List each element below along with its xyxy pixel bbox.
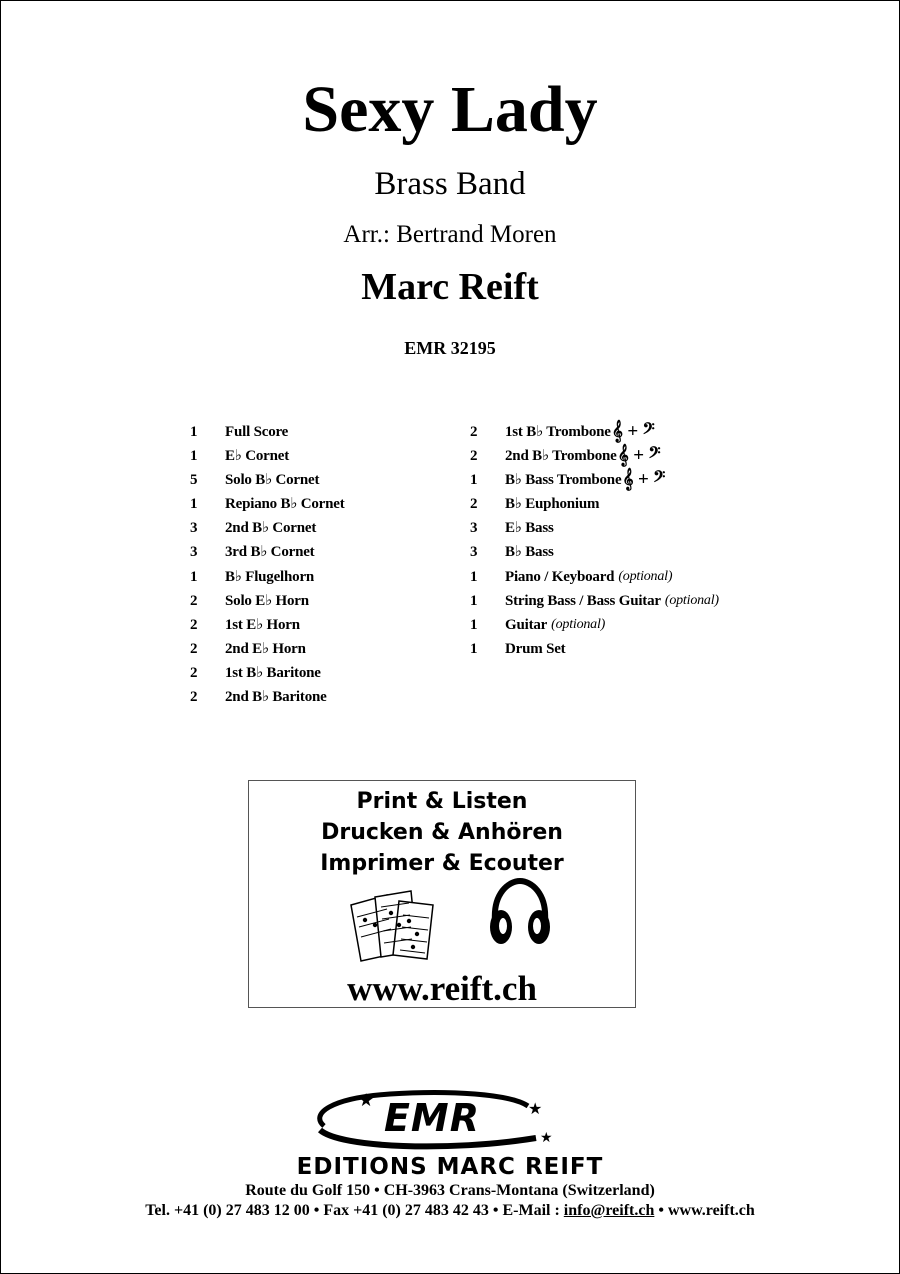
part-name: 2nd B♭ Cornet [225, 520, 317, 537]
part-quantity: 1 [190, 424, 198, 440]
part-name: E♭ Bass [505, 520, 554, 537]
part-row [190, 685, 345, 709]
parts-list-left [190, 420, 345, 709]
part-quantity: 1 [470, 616, 478, 633]
part-name: Full Score [225, 424, 289, 440]
publisher-contact [0, 1200, 900, 1222]
print-listen-box [248, 780, 636, 1008]
arranger-credit: Arr.: Bertrand Moren [343, 221, 557, 248]
part-row [190, 565, 345, 589]
part-row [190, 420, 345, 444]
parts-list-right [470, 420, 719, 661]
part-quantity: 1 [470, 568, 478, 585]
clef-icons: 𝄞 + 𝄢 [617, 445, 661, 467]
part-quantity: 1 [190, 568, 198, 585]
part-row [470, 613, 719, 637]
part-name: 2nd E♭ Horn [225, 640, 306, 657]
part-row [470, 516, 719, 540]
promo-line-french: Imprimer & Ecouter [320, 851, 564, 876]
part-name: Repiano B♭ Cornet [225, 496, 345, 513]
promo-line-german: Drucken & Anhören [321, 820, 563, 845]
part-row [470, 468, 719, 492]
optional-note: (optional) [551, 616, 606, 632]
svg-text:★: ★ [358, 1090, 375, 1111]
svg-text:★: ★ [540, 1130, 553, 1146]
clef-icons: 𝄞 + 𝄢 [611, 421, 655, 442]
part-name: String Bass / Bass Guitar [505, 592, 661, 609]
sheet-music-icon [347, 887, 443, 963]
part-quantity: 2 [190, 664, 198, 681]
part-quantity: 1 [470, 592, 478, 609]
part-name: B♭ Bass [505, 544, 554, 561]
part-quantity: 2 [190, 592, 198, 609]
part-name: 1st B♭ Trombone [505, 424, 611, 440]
publisher-name: EDITIONS MARC REIFT [296, 1154, 604, 1180]
part-row [190, 540, 345, 564]
part-name: 1st B♭ Baritone [225, 664, 321, 681]
optional-note: (optional) [664, 592, 719, 608]
part-name: Solo B♭ Cornet [225, 472, 320, 489]
part-name: Drum Set [505, 640, 566, 657]
part-row [470, 444, 719, 468]
part-quantity: 3 [190, 520, 198, 537]
part-name: 2nd B♭ Trombone [505, 448, 617, 465]
composer-name: Marc Reift [361, 266, 539, 308]
part-row [190, 468, 345, 492]
email-link[interactable]: info@reift.ch [563, 1202, 655, 1219]
part-quantity: 3 [470, 520, 478, 537]
part-row [190, 589, 345, 613]
ensemble-subtitle: Brass Band [374, 166, 526, 202]
part-quantity: 2 [190, 640, 198, 657]
score-title: Sexy Lady [302, 73, 598, 146]
emr-logo [300, 1086, 560, 1156]
part-name: 3rd B♭ Cornet [225, 544, 315, 561]
part-name: B♭ Flugelhorn [225, 568, 315, 585]
part-quantity: 1 [190, 448, 198, 465]
part-quantity: 3 [190, 544, 198, 561]
part-name: E♭ Cornet [225, 448, 290, 465]
part-row [190, 492, 345, 516]
part-quantity: 2 [470, 496, 478, 513]
publisher-address: Route du Golf 150 • CH-3963 Crans-Montana (Switzerland) [245, 1182, 655, 1199]
part-row [190, 661, 345, 685]
part-name: 2nd B♭ Baritone [225, 689, 327, 706]
promo-url: www.reift.ch [347, 969, 537, 1008]
promo-line-english: Print & Listen [356, 789, 528, 814]
part-row [470, 565, 719, 589]
catalog-number: EMR 32195 [404, 338, 496, 358]
part-row [470, 492, 719, 516]
part-name: B♭ Bass Trombone [505, 472, 622, 489]
contact-website: • www.reift.ch [654, 1202, 755, 1219]
part-quantity: 1 [470, 640, 478, 657]
part-name: 1st E♭ Horn [225, 616, 300, 633]
part-name: Solo E♭ Horn [225, 592, 309, 609]
part-name: Guitar [505, 616, 548, 633]
part-row [470, 420, 719, 444]
optional-note: (optional) [618, 568, 673, 584]
part-quantity: 2 [470, 424, 478, 440]
part-row [470, 637, 719, 661]
part-quantity: 1 [470, 472, 478, 489]
part-quantity: 3 [470, 544, 478, 561]
logo-text: EMR [383, 1096, 481, 1140]
svg-text:★: ★ [528, 1099, 543, 1118]
part-row [190, 516, 345, 540]
clef-icons: 𝄞 + 𝄢 [622, 469, 666, 491]
part-row [190, 444, 345, 468]
part-quantity: 2 [190, 616, 198, 633]
part-quantity: 2 [190, 689, 198, 706]
part-row [190, 637, 345, 661]
part-name: B♭ Euphonium [505, 496, 600, 513]
part-quantity: 1 [190, 496, 198, 513]
part-row [470, 540, 719, 564]
contact-phone-fax: Tel. +41 (0) 27 483 12 00 • Fax +41 (0) 27 483 42 43 • E-Mail : [145, 1202, 564, 1219]
headphones-icon [487, 877, 553, 951]
part-quantity: 2 [470, 448, 478, 465]
part-name: Piano / Keyboard [505, 568, 615, 585]
part-row [190, 613, 345, 637]
part-row [470, 589, 719, 613]
part-quantity: 5 [190, 472, 198, 489]
